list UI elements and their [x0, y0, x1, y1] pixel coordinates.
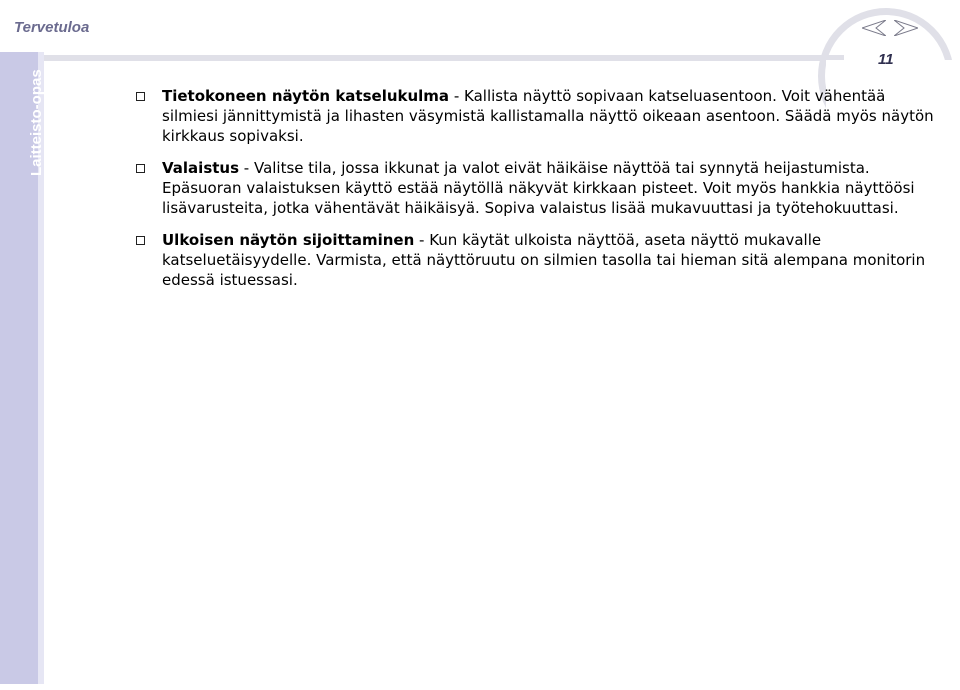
- sidebar-label: Laitteisto-opas: [28, 69, 45, 176]
- sidebar-label-container: [0, 52, 45, 192]
- header-title: Tervetuloa: [14, 19, 90, 36]
- list-item: [136, 158, 946, 218]
- item-term: Ulkoisen näytön sijoittaminen: [162, 231, 415, 249]
- checkbox-bullet-icon: [136, 236, 145, 245]
- item-text: - Kallista näyttö sopivaan katseluasentoon. Voit vähentää silmiesi jännittymistä ja lihasten väsymistä kallistamalla näyttö oikeaan asentoon. Säädä myös näytön kirkkaus sopivaksi.: [162, 87, 934, 145]
- page-number: 11: [878, 51, 894, 68]
- list-item: [136, 230, 946, 290]
- checkbox-bullet-icon: [136, 164, 145, 173]
- page-navigation: [862, 20, 918, 36]
- checkbox-bullet-icon: [136, 92, 145, 101]
- item-term: Tietokoneen näytön katselukulma: [162, 87, 450, 105]
- ergonomics-list: [136, 86, 946, 302]
- arrow-left-icon[interactable]: [862, 20, 886, 36]
- list-item: [136, 86, 946, 146]
- arrow-right-icon[interactable]: [894, 20, 918, 36]
- item-text: - Kun käytät ulkoista näyttöä, aseta näyttö mukavalle katseluetäisyydelle. Varmista, että näyttöruutu on silmien tasolla tai hieman sitä alempana monitorin edessä istuessasi.: [162, 231, 926, 289]
- item-text: - Valitse tila, jossa ikkunat ja valot eivät häikäise näyttöä tai synnytä heijastumista. Epäsuoran valaistuksen käyttö estää näytöllä näkyvät kirkkaan pisteet. Voit myös hankkia näyttöösi lisävarusteita, jotka vähentävät häikäisyä. Sopiva valaistus lisää mukavuuttasi ja työtehokuuttasi.: [162, 159, 915, 217]
- item-term: Valaistus: [162, 159, 240, 177]
- top-rule: [44, 55, 844, 61]
